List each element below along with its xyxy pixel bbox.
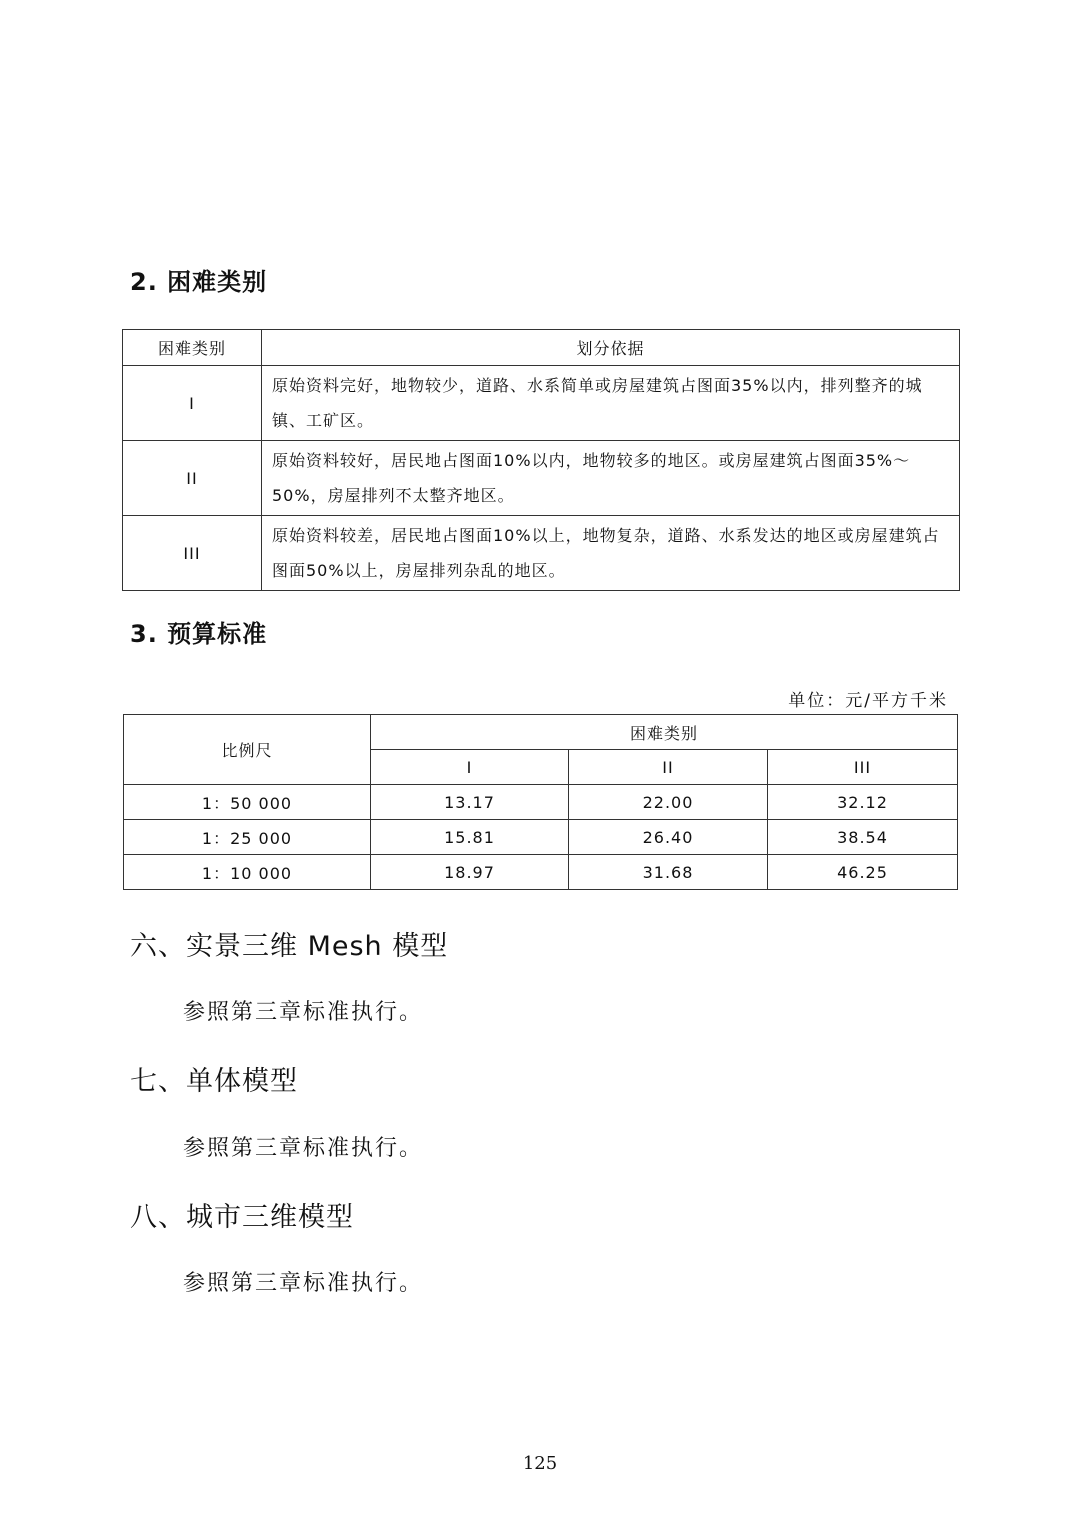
section-7-heading: 七、单体模型 — [130, 1066, 298, 1097]
table-row — [124, 820, 958, 855]
value-cell: 32.12 — [768, 785, 958, 820]
table-header-row — [124, 715, 958, 750]
basis-cell: 原始资料完好，地物较少，道路、水系简单或房屋建筑占图面35%以内，排列整齐的城镇、工矿区。 — [262, 366, 960, 441]
unit-label: 单位：元/平方千米 — [788, 691, 948, 711]
scale-cell: 1：50 000 — [124, 785, 371, 820]
category-cell: I — [123, 366, 262, 441]
header-category-3: III — [768, 750, 958, 785]
category-cell: II — [123, 441, 262, 516]
header-scale: 比例尺 — [124, 715, 371, 785]
scale-cell: 1：25 000 — [124, 820, 371, 855]
page-number: 125 — [522, 1453, 558, 1474]
category-cell: III — [123, 516, 262, 591]
difficulty-table — [122, 329, 960, 591]
section-7-text: 参照第三章标准执行。 — [183, 1136, 424, 1161]
section-8-heading: 八、城市三维模型 — [130, 1202, 354, 1233]
header-basis: 划分依据 — [262, 330, 960, 366]
section-3-heading: 3. 预算标准 — [130, 620, 268, 648]
table-row — [124, 855, 958, 890]
basis-cell: 原始资料较好，居民地占图面10%以内，地物较多的地区。或房屋建筑占图面35%～50%，房屋排列不太整齐地区。 — [262, 441, 960, 516]
table-row — [124, 785, 958, 820]
table-row — [123, 366, 960, 441]
budget-table — [123, 714, 958, 890]
value-cell: 38.54 — [768, 820, 958, 855]
table-row — [123, 516, 960, 591]
value-cell: 15.81 — [371, 820, 569, 855]
value-cell: 26.40 — [569, 820, 768, 855]
section-2-heading: 2. 困难类别 — [130, 268, 268, 296]
header-category: 困难类别 — [371, 715, 958, 750]
scale-cell: 1：10 000 — [124, 855, 371, 890]
table-row — [123, 441, 960, 516]
value-cell: 46.25 — [768, 855, 958, 890]
header-category-1: I — [371, 750, 569, 785]
section-8-text: 参照第三章标准执行。 — [183, 1271, 424, 1296]
value-cell: 22.00 — [569, 785, 768, 820]
header-category: 困难类别 — [123, 330, 262, 366]
header-category-2: II — [569, 750, 768, 785]
value-cell: 18.97 — [371, 855, 569, 890]
section-6-text: 参照第三章标准执行。 — [183, 1000, 424, 1025]
section-6-heading: 六、实景三维 Mesh 模型 — [130, 931, 449, 962]
value-cell: 31.68 — [569, 855, 768, 890]
value-cell: 13.17 — [371, 785, 569, 820]
basis-cell: 原始资料较差，居民地占图面10%以上，地物复杂，道路、水系发达的地区或房屋建筑占图面50%以上，房屋排列杂乱的地区。 — [262, 516, 960, 591]
table-header-row — [123, 330, 960, 366]
